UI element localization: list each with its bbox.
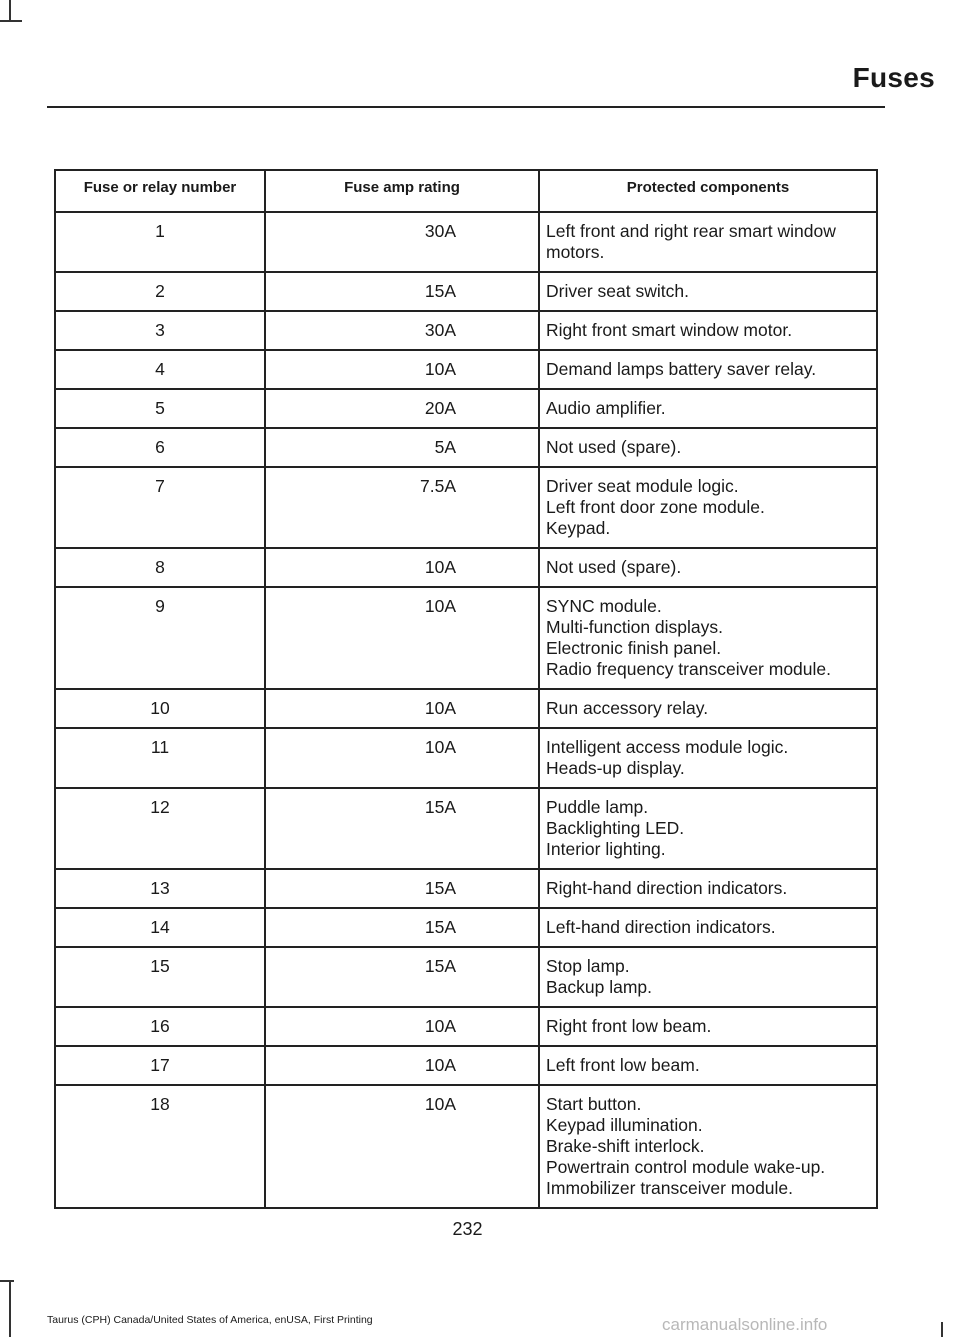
fuse-rating-cell: 7.5A xyxy=(265,467,539,548)
table-row xyxy=(55,728,877,788)
component-line: Not used (spare). xyxy=(546,557,682,577)
fuse-number-cell: 4 xyxy=(55,350,265,389)
fuse-rating-cell: 10A xyxy=(265,548,539,587)
component-line: Keypad. xyxy=(546,518,611,538)
footer-text: Taurus (CPH) Canada/United States of America, enUSA, First Printing xyxy=(47,1314,373,1326)
fuse-number-cell: 14 xyxy=(55,908,265,947)
table-row xyxy=(55,548,877,587)
component-line: Audio amplifier. xyxy=(546,398,666,418)
fuse-rating-cell: 15A xyxy=(265,947,539,1007)
fuse-number-cell: 8 xyxy=(55,548,265,587)
table-row xyxy=(55,869,877,908)
table-row xyxy=(55,212,877,272)
crop-mark-top-left-v xyxy=(9,0,11,22)
crop-mark-bottom-left-v xyxy=(9,1280,11,1337)
fuse-rating-cell: 15A xyxy=(265,272,539,311)
fuse-rating-cell: 10A xyxy=(265,350,539,389)
page-number: 232 xyxy=(452,1219,483,1239)
watermark: carmanualsonline.info xyxy=(662,1315,828,1334)
component-line: Radio frequency transceiver module. xyxy=(546,659,832,679)
page-title: Fuses xyxy=(852,62,935,93)
component-line: Multi-function displays. xyxy=(546,617,724,637)
table-row xyxy=(55,1046,877,1085)
protected-components-cell xyxy=(539,428,877,467)
fuse-rating-cell: 15A xyxy=(265,869,539,908)
crop-mark-top-left-h xyxy=(0,20,22,22)
header-amp-rating: Fuse amp rating xyxy=(265,170,539,212)
fuse-number-cell: 15 xyxy=(55,947,265,1007)
table-row xyxy=(55,689,877,728)
fuse-number-cell: 3 xyxy=(55,311,265,350)
protected-components-cell xyxy=(539,788,877,869)
fuse-rating-cell: 10A xyxy=(265,1007,539,1046)
component-line: Left-hand direction indicators. xyxy=(546,917,776,937)
fuse-number-cell: 9 xyxy=(55,587,265,689)
component-line: Intelligent access module logic. xyxy=(546,737,789,757)
component-line: Right front smart window motor. xyxy=(546,320,793,340)
protected-components-cell xyxy=(539,389,877,428)
protected-components-cell xyxy=(539,947,877,1007)
protected-components-cell xyxy=(539,467,877,548)
component-line: Left front and right rear smart window motors. xyxy=(546,221,836,262)
fuse-rating-cell: 20A xyxy=(265,389,539,428)
table-row xyxy=(55,311,877,350)
table-row xyxy=(55,389,877,428)
fuse-rating-cell: 15A xyxy=(265,908,539,947)
component-line: Electronic finish panel. xyxy=(546,638,722,658)
component-line: Backlighting LED. xyxy=(546,818,685,838)
fuse-number-cell: 10 xyxy=(55,689,265,728)
fuse-table xyxy=(54,169,878,1209)
protected-components-cell xyxy=(539,728,877,788)
table-body xyxy=(55,212,877,1208)
fuse-rating-cell: 5A xyxy=(265,428,539,467)
protected-components-cell xyxy=(539,311,877,350)
component-line: Interior lighting. xyxy=(546,839,666,859)
fuse-rating-cell: 10A xyxy=(265,1046,539,1085)
fuse-rating-cell: 10A xyxy=(265,689,539,728)
component-line: Stop lamp. xyxy=(546,956,630,976)
fuse-number-cell: 2 xyxy=(55,272,265,311)
component-line: Keypad illumination. xyxy=(546,1115,703,1135)
fuse-number-cell: 6 xyxy=(55,428,265,467)
table-row xyxy=(55,1085,877,1208)
protected-components-cell xyxy=(539,1085,877,1208)
table-row xyxy=(55,1007,877,1046)
table-row xyxy=(55,788,877,869)
fuse-number-cell: 16 xyxy=(55,1007,265,1046)
fuse-rating-cell: 10A xyxy=(265,1085,539,1208)
protected-components-cell xyxy=(539,212,877,272)
protected-components-cell xyxy=(539,272,877,311)
table-row xyxy=(55,467,877,548)
table-header-row xyxy=(55,170,877,212)
fuse-number-cell: 18 xyxy=(55,1085,265,1208)
component-line: Demand lamps battery saver relay. xyxy=(546,359,817,379)
protected-components-cell xyxy=(539,908,877,947)
protected-components-cell xyxy=(539,689,877,728)
component-line: Puddle lamp. xyxy=(546,797,649,817)
table-row xyxy=(55,908,877,947)
protected-components-cell xyxy=(539,548,877,587)
component-line: SYNC module. xyxy=(546,596,662,616)
table-row xyxy=(55,947,877,1007)
component-line: Left front low beam. xyxy=(546,1055,700,1075)
fuse-rating-cell: 30A xyxy=(265,212,539,272)
protected-components-cell xyxy=(539,350,877,389)
fuse-number-cell: 5 xyxy=(55,389,265,428)
table-row xyxy=(55,428,877,467)
component-line: Powertrain control module wake-up. xyxy=(546,1157,826,1177)
component-line: Right front low beam. xyxy=(546,1016,712,1036)
component-line: Not used (spare). xyxy=(546,437,682,457)
fuse-rating-cell: 10A xyxy=(265,587,539,689)
component-line: Run accessory relay. xyxy=(546,698,709,718)
component-line: Driver seat module logic. xyxy=(546,476,739,496)
component-line: Immobilizer transceiver module. xyxy=(546,1178,794,1198)
protected-components-cell xyxy=(539,1007,877,1046)
component-line: Right-hand direction indicators. xyxy=(546,878,788,898)
component-line: Brake-shift interlock. xyxy=(546,1136,705,1156)
fuse-number-cell: 12 xyxy=(55,788,265,869)
crop-mark-bottom-right-v xyxy=(941,1322,943,1337)
fuse-rating-cell: 10A xyxy=(265,728,539,788)
fuse-number-cell: 1 xyxy=(55,212,265,272)
component-line: Heads-up display. xyxy=(546,758,685,778)
fuse-number-cell: 17 xyxy=(55,1046,265,1085)
component-line: Driver seat switch. xyxy=(546,281,689,301)
header-protected-components: Protected components xyxy=(539,170,877,212)
table-row xyxy=(55,272,877,311)
fuse-number-cell: 11 xyxy=(55,728,265,788)
protected-components-cell xyxy=(539,869,877,908)
fuse-number-cell: 13 xyxy=(55,869,265,908)
table-row xyxy=(55,350,877,389)
crop-mark-bottom-left-h xyxy=(0,1280,14,1282)
protected-components-cell xyxy=(539,587,877,689)
header-fuse-number: Fuse or relay number xyxy=(55,170,265,212)
title-rule xyxy=(47,106,885,108)
fuse-number-cell: 7 xyxy=(55,467,265,548)
component-line: Backup lamp. xyxy=(546,977,653,997)
table-row xyxy=(55,587,877,689)
component-line: Left front door zone module. xyxy=(546,497,765,517)
protected-components-cell xyxy=(539,1046,877,1085)
fuse-rating-cell: 15A xyxy=(265,788,539,869)
fuse-rating-cell: 30A xyxy=(265,311,539,350)
component-line: Start button. xyxy=(546,1094,642,1114)
